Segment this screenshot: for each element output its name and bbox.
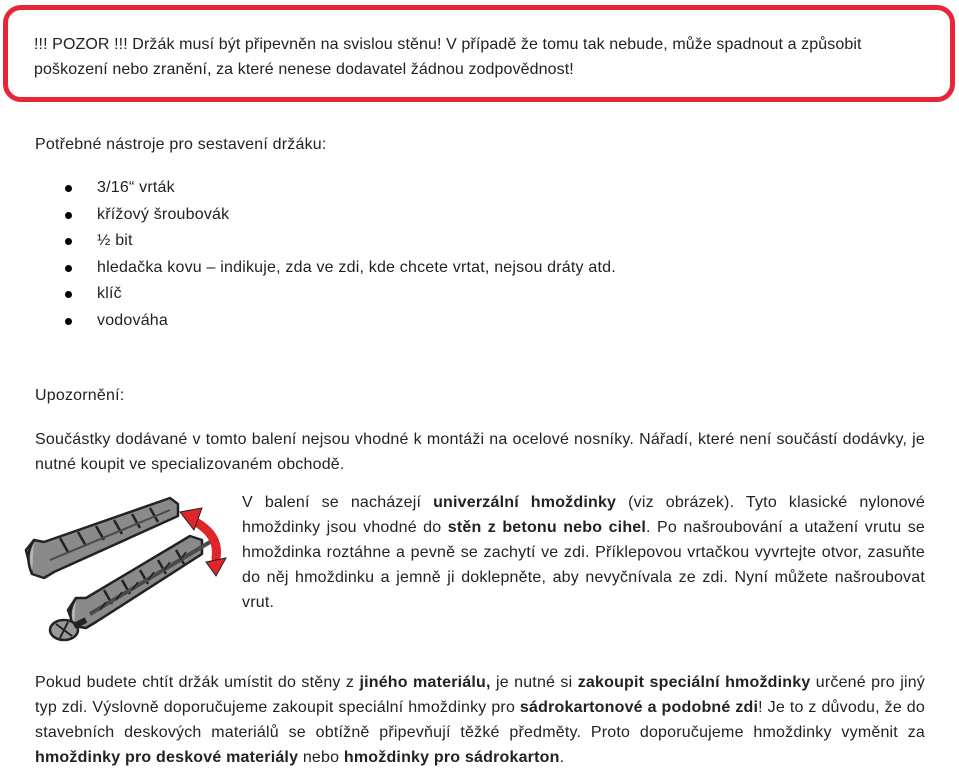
notice-intro: Součástky dodávané v tomto balení nejsou vhodné k montáži na ocelové nosníky. Nářadí, které není součástí dodávky, je nutné koupit ve specializovaném obchodě. [35,431,925,473]
list-item [65,176,616,203]
notice-title: Upozornění: [35,387,125,404]
list-item [65,309,616,336]
tool-label: ½ bit [97,232,133,249]
warning-box [3,5,955,102]
bullet-icon [65,318,72,325]
text-run: (viz obrázek). Tyto klasické nylonové hmoždinky jsou vhodné do [242,494,925,536]
list-item [65,256,616,283]
list-item [65,203,616,230]
bullet-icon [65,265,72,272]
tool-label: klíč [97,285,122,302]
bullet-icon [65,212,72,219]
tool-label: 3/16“ vrták [97,179,175,196]
bullet-icon [65,238,72,245]
text-run: . [559,749,565,766]
text-run: . Po našroubování a utažení vrutu se hmoždinka roztáhne a pevně se zachytí ve zdi. Příklepovou vrtačkou vyvrtejte otvor, zasuňte do něj hmoždinku a jemně ji doklepněte, aby nevyčnívala ze zdi. Nyní můžete našroubovat vrut. [242,519,925,611]
text-run: nebo [298,749,344,766]
text-run: je nutné si [490,674,578,691]
bullet-icon [65,291,72,298]
tool-label: vodováha [97,311,168,329]
tool-label: hledačka kovu – indikuje, zda ve zdi, kde chcete vrtat, nejsou dráty atd. [97,258,616,276]
wall-anchor-illustration [20,480,232,648]
bullet-icon [65,185,72,192]
text-bold: stěn z betonu nebo cihel [447,519,647,536]
notice-other-materials [35,670,925,768]
text-run: ! Je to z důvodu, že do stavebních deskových materiálů se obtížně připevňují těžké předměty. Proto doporučujeme hmoždinky vyměnit za [35,699,925,741]
text-bold: jiného materiálu, [359,674,491,691]
text-bold: hmoždinky pro deskové materiály [35,749,299,766]
tools-title: Potřebné nástroje pro sestavení držáku: [35,136,327,153]
warning-text: !!! POZOR !!! Držák musí být připevněn na svislou stěnu! V případě že tomu tak nebude, může spadnout a způsobit poškození nebo zranění, za které nenese dodavatel žádnou zodpovědnost! [34,36,862,78]
tool-label: křížový šroubovák [97,205,230,223]
list-item [65,282,616,309]
text-run: Pokud budete chtít držák umístit do stěny z [35,674,360,691]
list-item [65,229,616,256]
text-run: V balení se nacházejí [242,494,434,511]
text-bold: zakoupit speciální hmoždinky [577,674,811,691]
text-bold: univerzální hmoždinky [433,494,617,511]
text-bold: sádrokartonové a podobné zdi [519,699,759,716]
notice-anchors [242,490,925,615]
text-bold: hmoždinky pro sádrokarton [343,749,560,766]
tools-list [65,176,616,335]
text-run: určené pro jiný typ zdi. Výslovně doporučujeme zakoupit speciální hmoždinky pro [35,674,925,716]
